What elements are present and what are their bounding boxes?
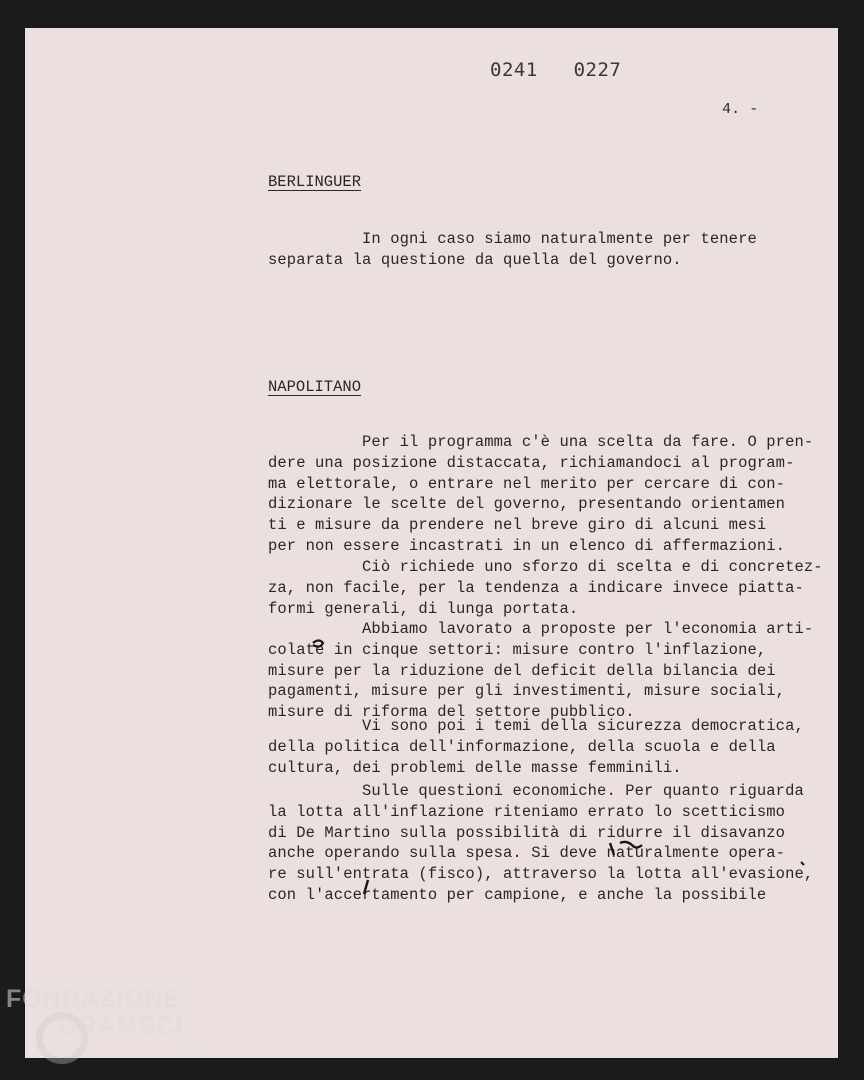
- paragraph: Vi sono poi i temi della sicurezza democratica, della politica dell'informazione, della scuola e della cultura, dei problemi delle masse femminili.: [268, 717, 804, 777]
- watermark-line: GRAMSCI: [58, 1012, 184, 1040]
- page-number: 4. -: [722, 101, 759, 118]
- archive-number: 0241 0227: [490, 59, 622, 81]
- speaker-berlinguer: BERLINGUER: [268, 173, 362, 191]
- paragraph: Ciò richiede uno sforzo di scelta e di concretez- za, non facile, per la tendenza a indicare invece piatta- formi generali, di lunga portata.: [268, 558, 823, 618]
- speaker-napolitano: NAPOLITANO: [268, 378, 362, 396]
- paragraph: Abbiamo lavorato a proposte per l'economia arti- colate in cinque settori: misure contro l'inflazione, misure per la riduzione del deficit della bilancia dei pagamenti, misure per gli investimenti, misure sociali, misure di riforma del settore pubblico.: [268, 620, 814, 722]
- watermark-line: onlus: [176, 1037, 203, 1049]
- paragraph: In ogni caso siamo naturalmente per tenere separata la questione da quella del governo.: [268, 230, 757, 269]
- fondazione-gramsci-watermark: [6, 985, 202, 1049]
- paragraph: Per il programma c'è una scelta da fare. O pren- dere una posizione distaccata, richiamandoci al program- ma elettorale, o entrare nel merito per cercare di con- dizionare le scelte del governo, presentando orientamen ti e misure da prendere nel breve giro di alcuni mesi per non essere incastrati in un elenco di affermazioni.: [268, 433, 814, 555]
- paragraph: Sulle questioni economiche. Per quanto riguarda la lotta all'inflazione riteniamo errato lo scetticismo di De Martino sulla possibilità di ridurre il disavanzo anche operando sulla spesa. Si deve naturalmente opera- re sull'entrata (fisco), attraverso la lotta all'evasione, con l'accertamento per campione, e anche la possibile: [268, 782, 814, 904]
- watermark-line: FONDAZIONE: [6, 985, 182, 1013]
